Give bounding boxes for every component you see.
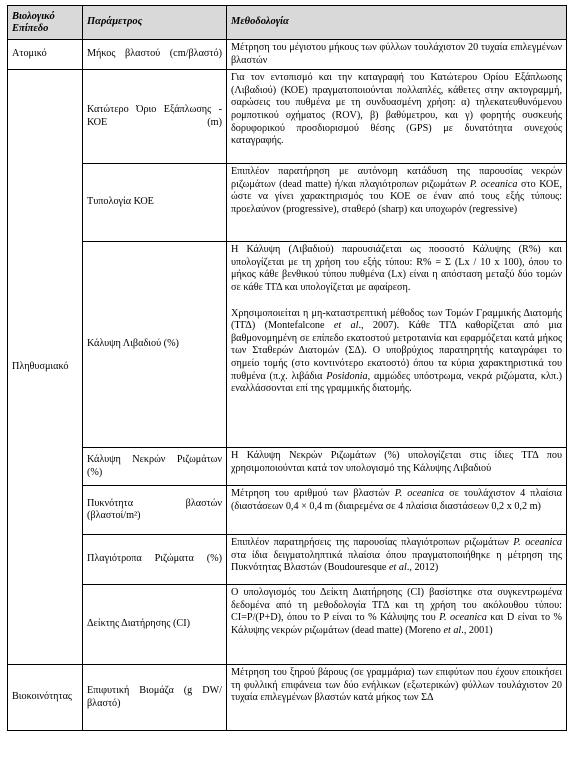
parameter-cell: Κάλυψη Λιβαδιού (%) — [83, 242, 227, 448]
table-row — [8, 665, 567, 731]
parameter-cell: Κατώτερο Όριο Εξάπλωσης - ΚΟΕ (m) — [83, 70, 227, 164]
method-cell: Μέτρηση του μέγιστου μήκους των φύλλων τουλάχιστον 20 τυχαία επιλεγμένων βλαστών — [227, 40, 567, 70]
method-text: ., 2007). Κάθε ΤΓΔ καθορίζεται από μια βαθμονομημένη σε επίπεδο εκατοστού μετροταινία και εφαρμόζεται κατά μήκος των Σταθερών Διατομών (ΣΔ). Ο υποβρύχιος παρατηρητής καταγράφει το σημείο τομής (στο κοντινότερο εκατοστό) όπου τα κύρια χαρακτηριστικά του πυθμένα (π.χ. λιβάδια — [231, 320, 562, 382]
method-text: Μέτρηση του αριθμού των βλαστών — [231, 488, 395, 500]
level-cell: Βιοκοινότητας — [8, 665, 83, 731]
citation-etal: et al — [388, 562, 407, 574]
method-cell — [227, 242, 567, 448]
method-text: στα ίδια δειγματοληπτικά πλαίσια όπου πραγματοποιήθηκε η μέτρηση της Πυκνότητας Βλαστών (Boudouresque — [231, 549, 562, 574]
table-row — [8, 164, 567, 242]
genus-name: Posidonia — [326, 370, 368, 382]
level-cell: Πληθυσμιακό — [8, 70, 83, 665]
header-level: Βιολογικό Επίπεδο — [8, 6, 83, 40]
parameter-cell: Μήκος βλαστού (cm/βλαστό) — [83, 40, 227, 70]
parameter-cell: Πυκνότητα βλαστών (βλαστοί/m²) — [83, 486, 227, 535]
method-text: στο ΚΟΕ, ώστε να γίνει χαρακτηρισμός του ΚΟΕ σε έναν από τους εξής τύπους: προελαύνον (progressive), σταθερό (sharp) και υποχωρόν (regressive) — [231, 178, 562, 215]
citation-etal: et al — [333, 320, 359, 332]
method-cell — [227, 585, 567, 665]
method-cell — [227, 535, 567, 585]
species-name: P. oceanica — [394, 488, 445, 500]
method-cell — [227, 486, 567, 535]
species-name: P. oceanica — [439, 612, 487, 624]
parameter-cell: Πλαγιότροπα Ριζώματα (%) — [83, 535, 227, 585]
header-row — [8, 6, 567, 40]
method-text: ., 2012) — [406, 562, 439, 574]
header-parameter: Παράμετρος — [83, 6, 227, 40]
method-text: σε τουλάχιστον 4 πλαίσια (διαστάσεων 0,4 × 0,4 m (διαιρεμένα σε 4 πλαίσια διαστάσεων 0,2 x 0,2 m) — [231, 488, 562, 512]
method-text: και D είναι το % Κάλυψης νεκρών ριζωμάτων (dead matte) (Moreno — [231, 612, 563, 636]
method-paragraph: Η Κάλυψη (Λιβαδιού) παρουσιάζεται ως ποσοστό Κάλυψης (R%) και υπολογίζεται με τη χρήση του εξής τύπου: R% = Σ (Lx / 10 x 100), όπου το μήκος κάθε βενθικού τύπου πυθμένα (Lx) είναι η απόσταση μεταξύ δύο τομών σε κάθε ΤΓΔ και υπολογίζεται με αφαίρεση. — [231, 244, 562, 293]
table-row — [8, 242, 567, 448]
species-name: P. oceanica — [513, 537, 562, 549]
parameter-cell: Κάλυψη Νεκρών Ριζωμάτων (%) — [83, 448, 227, 486]
method-text: Χρησιμοποιείται η μη-καταστρεπτική μέθοδος των Τομών Γραμμικής Διατομής (ΤΓΔ) (Montefalcone — [231, 307, 562, 332]
level-cell: Ατομικό — [8, 40, 83, 70]
method-text: Ο υπολογισμός του Δείκτη Διατήρησης (CI) βασίστηκε στα συγκεντρωμένα δεδομένα από τη μεθοδολογία ΤΓΔ και τη χρήση του ακόλουθου τύπου: CI=P/(P+D), όπου το P είναι το % Κάλυψης του — [231, 587, 562, 624]
method-cell: Η Κάλυψη Νεκρών Ριζωμάτων (%) υπολογίζεται στις ίδιες ΤΓΔ που χρησιμοποιούνται κατά τον υπολογισμό της Κάλυψης Λιβαδιού — [227, 448, 567, 486]
table-row — [8, 448, 567, 486]
method-cell: Μέτρηση του ξηρού βάρους (σε γραμμάρια) των επιφύτων που έχουν εποικήσει τη φυλλική επιφάνεια των δύο ενήλικων (εξωτερικών) φύλλων τουλάχιστον 20 τυχαία επιλεγμένων βλαστών κατά μήκος των ΣΔ — [227, 665, 567, 731]
method-text: , αμμώδες υπόστρωμα, νεκρά ριζώματα, κλπ.) εναλλάσσονται επί της γραμμικής διατομής. — [231, 370, 563, 395]
citation-etal: et al — [443, 624, 462, 636]
method-cell: Για τον εντοπισμό και την καταγραφή του Κατώτερου Ορίου Εξάπλωσης (Λιβαδιού) (ΚΟΕ) πραγματοποιούνται πολλαπλές, κάθετες στην ακτογραμμή, σαρώσεις του πυθμένα με τη συνδυασμένη χρήση: α) τηλεκατευθυνόμενου ρομποτικού οχήματος (ROV), β) βαθύμετρου, και γ) φορητής συσκευής δορυφορικού προσδιορισμού θέσης (GPS) με δυνατότητα συνεχούς καταγραφής. — [227, 70, 567, 164]
method-paragraph — [231, 308, 562, 396]
table-row — [8, 585, 567, 665]
species-name: P. oceanica — [469, 178, 518, 190]
parameter-cell: Δείκτης Διατήρησης (CI) — [83, 585, 227, 665]
table-row — [8, 535, 567, 585]
parameter-cell: Τυπολογία ΚΟΕ — [83, 164, 227, 242]
method-cell — [227, 164, 567, 242]
table-row — [8, 486, 567, 535]
table-row — [8, 70, 567, 164]
method-text: ., 2001) — [461, 624, 493, 636]
header-methodology: Μεθοδολογία — [227, 6, 567, 40]
method-text: Επιπλέον παρατήρηση με αυτόνομη κατάδυση της παρουσίας νεκρών ριζωμάτων (dead matte) ή/και πλαγιότροπων ριζωμάτων — [231, 166, 562, 190]
table-row — [8, 40, 567, 70]
methodology-table — [7, 5, 567, 731]
parameter-cell: Επιφυτική Βιομάζα (g DW/βλαστό) — [83, 665, 227, 731]
method-text: Επιπλέον παρατηρήσεις της παρουσίας πλαγιότροπων ριζωμάτων — [231, 537, 514, 549]
